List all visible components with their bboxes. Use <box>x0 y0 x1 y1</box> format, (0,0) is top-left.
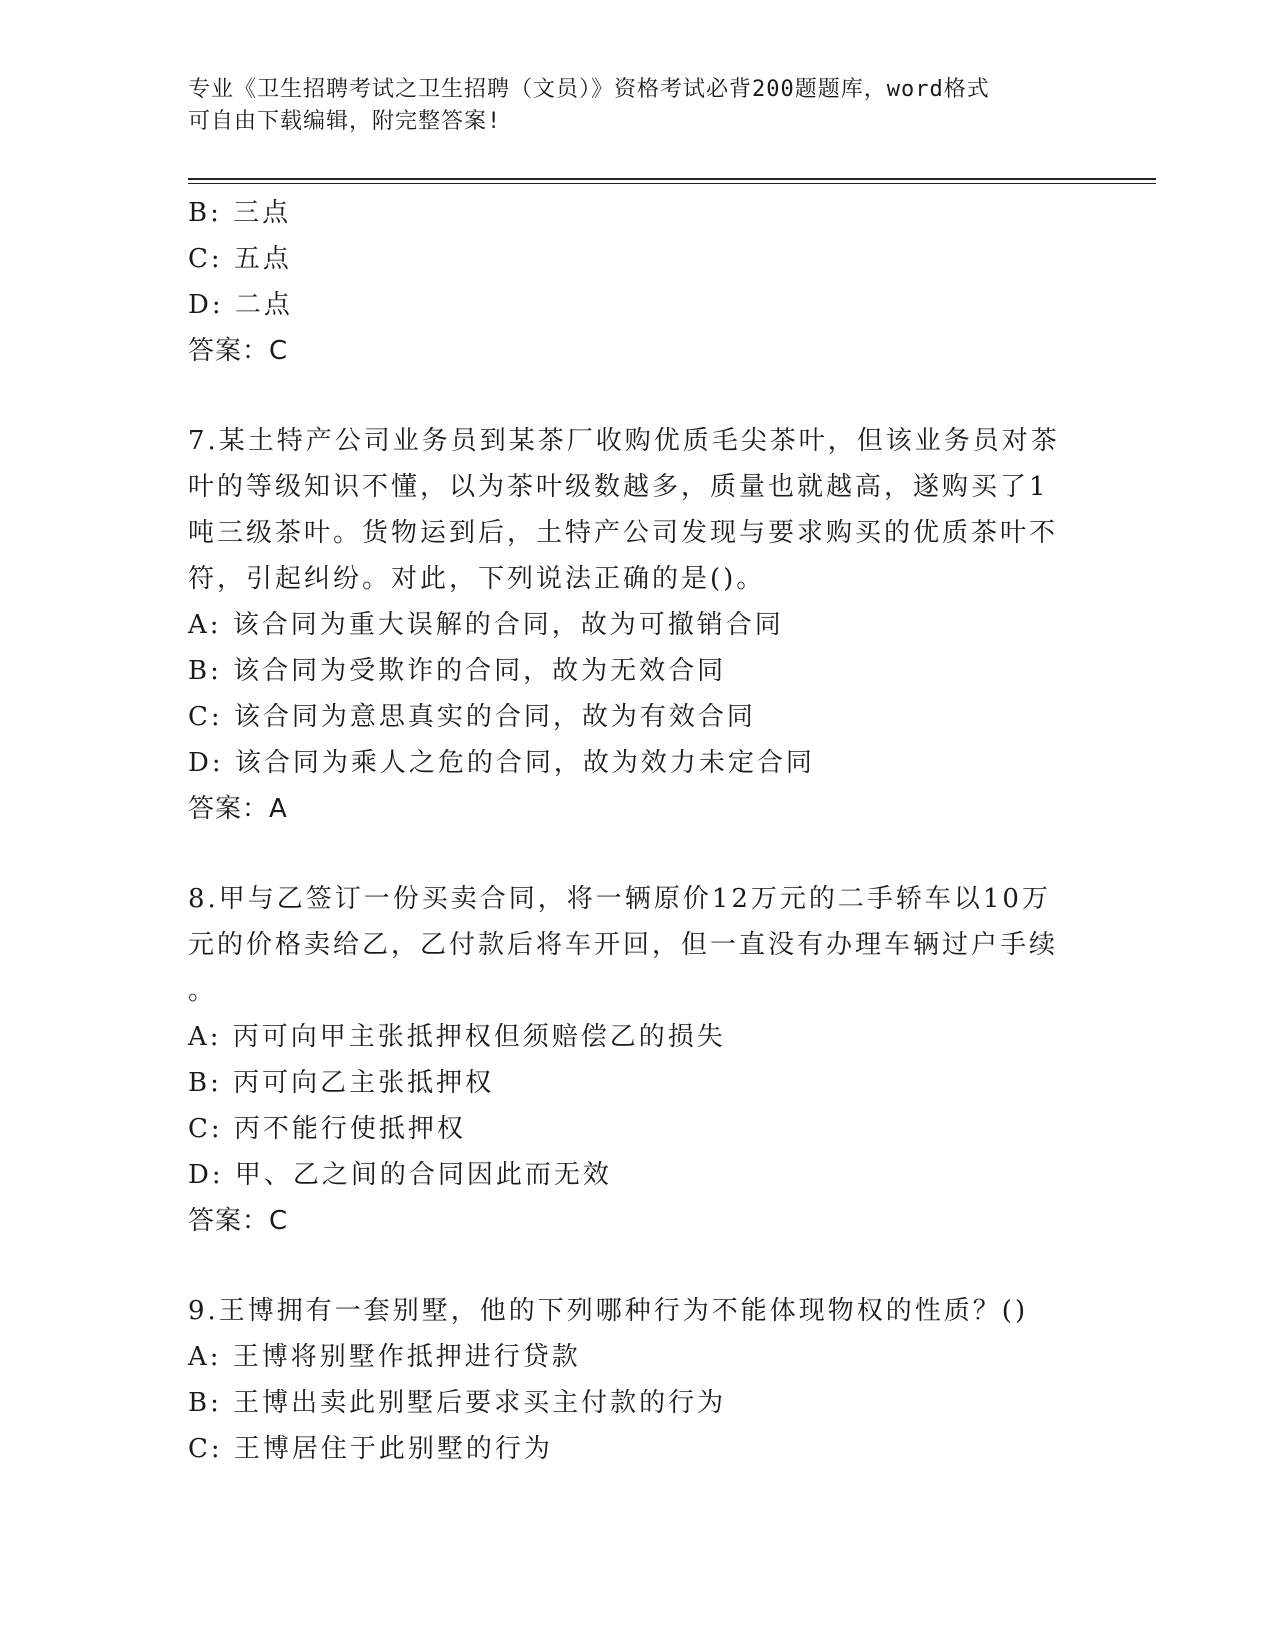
question-6-continued <box>188 190 1068 374</box>
option-c: C: 五点 <box>188 244 292 274</box>
answer-line: 答案：C <box>188 1206 289 1236</box>
header-line-2: 可自由下载编辑，附完整答案! <box>188 109 502 134</box>
question-text-line: 叶的等级知识不懂，以为茶叶级数越多，质量也就越高，遂购买了1 <box>188 472 1049 502</box>
option-b: B: 丙可向乙主张抵押权 <box>188 1068 495 1098</box>
question-text-line: 9.王博拥有一套别墅，他的下列哪种行为不能体现物权的性质？() <box>188 1296 1029 1326</box>
option-c: C: 该合同为意思真实的合同，故为有效合同 <box>188 702 756 732</box>
header-rule-thin <box>188 183 1156 184</box>
document-body <box>188 190 1068 1472</box>
option-c: C: 王博居住于此别墅的行为 <box>188 1434 553 1464</box>
header-rule-thick <box>188 178 1156 180</box>
question-text-line: 符，引起纠纷。对此，下列说法正确的是()。 <box>188 564 766 594</box>
question-7 <box>188 418 1068 832</box>
question-8 <box>188 876 1068 1244</box>
document-header <box>188 74 1068 138</box>
option-a: A: 丙可向甲主张抵押权但须赔偿乙的损失 <box>188 1022 726 1052</box>
answer-line: 答案：C <box>188 336 289 366</box>
option-a: A: 王博将别墅作抵押进行贷款 <box>188 1342 581 1372</box>
option-b: B: 王博出卖此别墅后要求买主付款的行为 <box>188 1388 727 1418</box>
question-text-line: 8.甲与乙签订一份买卖合同，将一辆原价12万元的二手轿车以10万 <box>188 884 1051 914</box>
question-9 <box>188 1288 1068 1472</box>
answer-line: 答案：A <box>188 794 288 824</box>
option-a: A: 该合同为重大误解的合同，故为可撤销合同 <box>188 610 784 640</box>
question-text-line: 吨三级茶叶。货物运到后，土特产公司发现与要求购买的优质茶叶不 <box>188 518 1059 548</box>
spacer <box>188 832 1068 876</box>
question-text-line: 7.某土特产公司业务员到某茶厂收购优质毛尖茶叶，但该业务员对茶 <box>188 426 1060 456</box>
question-text-line: 。 <box>188 976 218 1006</box>
option-b: B: 三点 <box>188 198 292 228</box>
spacer <box>188 374 1068 418</box>
spacer <box>188 1244 1068 1288</box>
header-line-1: 专业《卫生招聘考试之卫生招聘（文员）》资格考试必背200题题库，word格式 <box>188 77 990 102</box>
option-c: C: 丙不能行使抵押权 <box>188 1114 466 1144</box>
question-text-line: 元的价格卖给乙，乙付款后将车开回，但一直没有办理车辆过户手续 <box>188 930 1059 960</box>
option-d: D: 甲、乙之间的合同因此而无效 <box>188 1160 612 1190</box>
option-d: D: 该合同为乘人之危的合同，故为效力未定合同 <box>188 748 815 778</box>
option-b: B: 该合同为受欺诈的合同，故为无效合同 <box>188 656 727 686</box>
option-d: D: 二点 <box>188 290 293 320</box>
